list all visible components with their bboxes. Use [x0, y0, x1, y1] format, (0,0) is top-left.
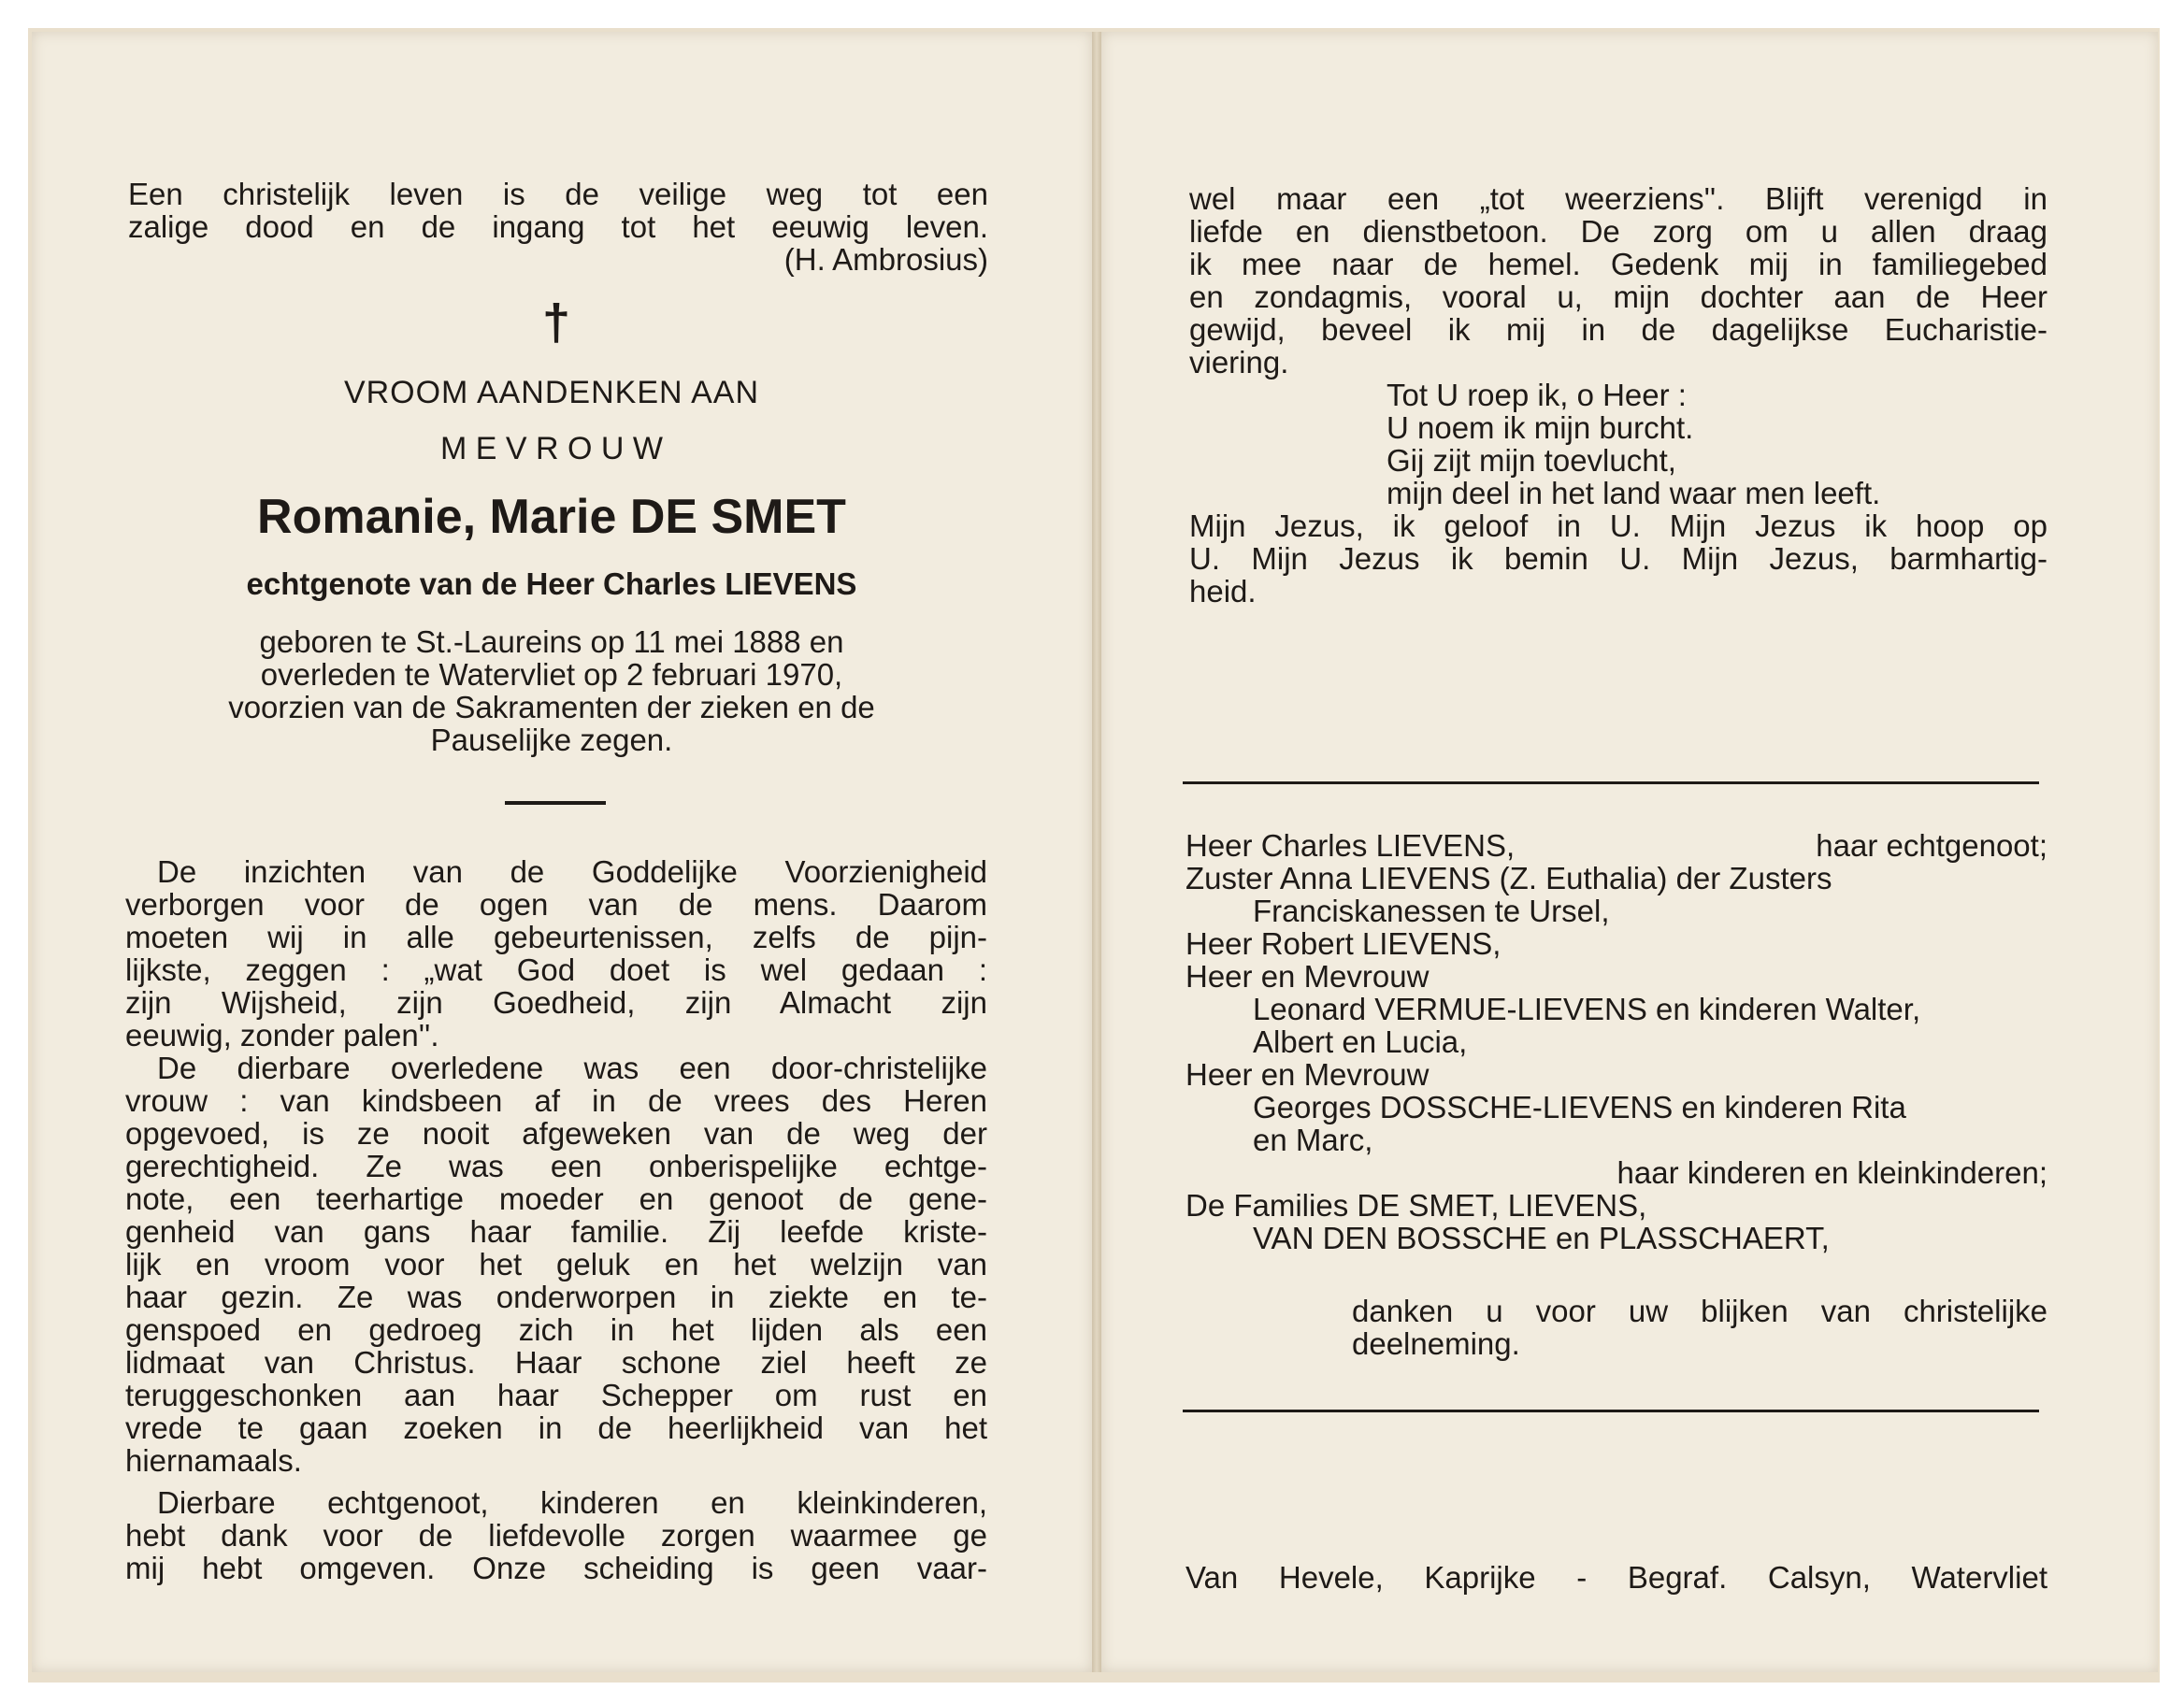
body-line: vrede te gaan zoeken in de heerlijkheid van het	[125, 1410, 987, 1445]
cross-icon: †	[541, 294, 571, 351]
prayer-line: Gij zijt mijn toevlucht,	[1387, 443, 1676, 478]
body-line: gerechtigheid. Ze was een onberispelijke echtge-	[125, 1149, 987, 1183]
body-line: lijkste, zeggen : „wat God doet is wel gedaan :	[125, 952, 987, 987]
body-line: genspoed en gedroeg zich in het lijden als een	[125, 1312, 987, 1347]
birth-line: voorzien van de Sakramenten der zieken en de	[228, 690, 875, 724]
heading: VROOM AANDENKEN AAN	[343, 375, 760, 410]
quote-line: zalige dood en de ingang tot het eeuwig leven.	[128, 209, 988, 244]
birth-line: geboren te St.-Laureins op 11 mei 1888 en	[259, 624, 844, 659]
body-line: hiernamaals.	[125, 1443, 302, 1478]
mourner-line: Albert en Lucia,	[1253, 1024, 1468, 1059]
body-line: lidmaat van Christus. Haar schone ziel heeft ze	[125, 1345, 987, 1380]
body-line: De dierbare overledene was een door-christelijke	[157, 1051, 987, 1085]
printer-line: Van Hevele, Kaprijke - Begraf. Calsyn, Watervliet	[1185, 1560, 2048, 1595]
continued-line: gewijd, beveel ik mij in de dagelijkse Eucharistie-	[1189, 312, 2048, 347]
body-line: haar gezin. Ze was onderworpen in ziekte en te-	[125, 1280, 987, 1314]
mourner-line: Leonard VERMUE-LIEVENS en kinderen Walter,	[1253, 992, 1921, 1026]
prayer-line: U. Mijn Jezus ik bemin U. Mijn Jezus, barmhartig-	[1189, 541, 2048, 576]
mourner-line: Heer en Mevrouw	[1185, 959, 1430, 994]
continued-line: viering.	[1189, 345, 1289, 379]
prayer-line: mijn deel in het land waar men leeft.	[1387, 476, 1881, 510]
body-line: vrouw : van kindsbeen af in de vrees des Heren	[125, 1083, 987, 1118]
thanks-line: danken u voor uw blijken van christelijke	[1352, 1294, 2048, 1328]
birth-line: overleden te Watervliet op 2 februari 1970,	[260, 657, 843, 692]
body-line: teruggeschonken aan haar Schepper om rust en	[125, 1378, 987, 1412]
mourner-line: Heer Robert LIEVENS,	[1185, 926, 1502, 961]
mourner-line: Heer en Mevrouw	[1185, 1057, 1430, 1092]
salutation: M E V R O U W	[440, 431, 663, 466]
spouse-line: echtgenote van de Heer Charles LIEVENS	[246, 566, 857, 601]
birth-line: Pauselijke zegen.	[430, 723, 673, 757]
body-line: hebt dank voor de liefdevolle zorgen waarmee ge	[125, 1518, 987, 1553]
deceased-name: Romanie, Marie DE SMET	[257, 490, 846, 544]
body-line: De inzichten van de Goddelijke Voorzienigheid	[157, 854, 987, 889]
continued-line: en zondagmis, vooral u, mijn dochter aan de Heer	[1189, 279, 2048, 314]
body-line: eeuwig, zonder palen''.	[125, 1018, 439, 1052]
quote-line: Een christelijk leven is de veilige weg tot een	[128, 177, 988, 211]
mourner-line: Heer Charles LIEVENS,	[1185, 828, 1516, 863]
continued-line: ik mee naar de hemel. Gedenk mij in familiegebed	[1189, 247, 2048, 281]
continued-line: liefde en dienstbetoon. De zorg om u allen draag	[1189, 214, 2048, 249]
body-line: zijn Wijsheid, zijn Goedheid, zijn Almacht zijn	[125, 985, 987, 1020]
mourner-line: Georges DOSSCHE-LIEVENS en kinderen Rita	[1253, 1090, 1906, 1124]
thanks-line: deelneming.	[1352, 1326, 1520, 1361]
divider	[505, 801, 606, 805]
body-line: opgevoed, is ze nooit afgeweken van de weg der	[125, 1116, 987, 1151]
mourner-line: De Families DE SMET, LIEVENS,	[1185, 1188, 1647, 1223]
body-line: note, een teerhartige moeder en genoot de gene-	[125, 1181, 987, 1216]
mourner-role: haar echtgenoot;	[1816, 828, 2048, 863]
continued-line: wel maar een „tot weerziens''. Blijft verenigd in	[1189, 181, 2048, 216]
body-line: moeten wij in alle gebeurtenissen, zelfs de pijn-	[125, 920, 987, 954]
prayer-line: Mijn Jezus, ik geloof in U. Mijn Jezus ik hoop op	[1189, 508, 2048, 543]
card-fold	[1092, 32, 1101, 1672]
body-line: verborgen voor de ogen van de mens. Daarom	[125, 887, 987, 922]
body-line: mij hebt omgeven. Onze scheiding is geen vaar-	[125, 1551, 987, 1585]
body-line: lijk en vroom voor het geluk en het welzijn van	[125, 1247, 987, 1282]
mourner-role: haar kinderen en kleinkinderen;	[1616, 1155, 2048, 1190]
body-line: Dierbare echtgenoot, kinderen en kleinkinderen,	[157, 1485, 987, 1520]
body-line: genheid van gans haar familie. Zij leefde kriste-	[125, 1214, 987, 1249]
mourner-line: Franciskanessen te Ursel,	[1253, 894, 1610, 928]
mourner-line: VAN DEN BOSSCHE en PLASSCHAERT,	[1253, 1221, 1830, 1255]
prayer-line: Tot U roep ik, o Heer :	[1387, 378, 1687, 412]
quote-source: (H. Ambrosius)	[783, 242, 988, 277]
prayer-line: U noem ik mijn burcht.	[1387, 410, 1694, 445]
divider	[1183, 1410, 2039, 1412]
mourner-line: en Marc,	[1253, 1123, 1373, 1157]
prayer-line: heid.	[1189, 574, 1257, 609]
mourner-line: Zuster Anna LIEVENS (Z. Euthalia) der Zusters	[1185, 861, 1832, 895]
divider	[1183, 781, 2039, 784]
